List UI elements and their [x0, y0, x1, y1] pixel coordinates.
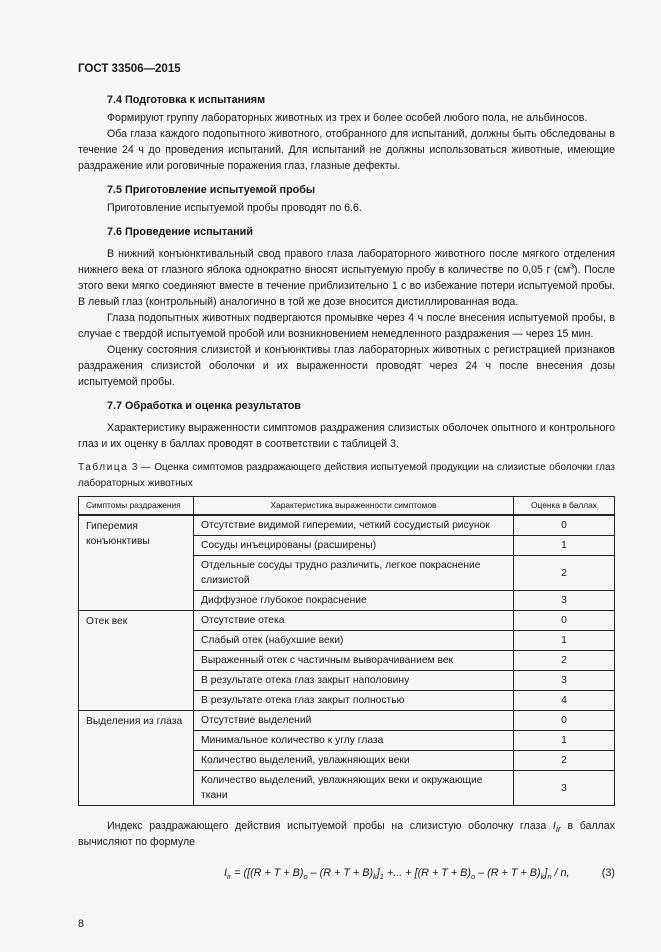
- text: В нижний конъюнктивальный свод правого глаза лабораторного животного после мягкого отделения нижнего века от глазного яблока однократно вносят испытуемую пробу в количестве по 0,05 г (см: [78, 248, 615, 276]
- table-3: [78, 496, 615, 806]
- section-title: 7.6 Проведение испытаний: [107, 226, 253, 238]
- score-cell: 0: [514, 515, 615, 536]
- formula-subscript: ir: [227, 872, 232, 882]
- text: в баллах вычисляют по формуле: [78, 820, 615, 848]
- table-caption: [78, 460, 615, 492]
- formula-term: I: [224, 867, 227, 879]
- formula-term: = ([(R + T + B): [231, 867, 304, 879]
- description-cell: Сосуды инъецированы (расширены): [194, 536, 514, 556]
- formula-subscript: k: [373, 872, 377, 882]
- page-number: 8: [78, 918, 84, 930]
- formula-term: +... + [(R + T + B): [383, 867, 471, 879]
- formula-term: ]: [544, 867, 548, 879]
- formula-term: ]: [376, 867, 380, 879]
- document-header: ГОСТ 33506—2015: [78, 63, 181, 75]
- description-cell: Слабый отек (набухшие веки): [194, 631, 514, 651]
- score-cell: 0: [514, 611, 615, 631]
- formula-term: / n,: [551, 867, 570, 879]
- description-cell: Диффузное глубокое покраснение: [194, 591, 514, 611]
- section-7-7: [78, 398, 615, 452]
- formula-term: – (R + T + B): [307, 867, 374, 879]
- formula-subscript: 1: [379, 872, 384, 882]
- section-title: 7.7 Обработка и оценка результатов: [107, 400, 301, 412]
- column-header: Оценка в баллах: [514, 497, 615, 516]
- score-cell: 1: [514, 631, 615, 651]
- table-row: [79, 711, 615, 731]
- paragraph: [78, 818, 615, 850]
- section-title: 7.5 Приготовление испытуемой пробы: [107, 184, 316, 196]
- formula-subscript: k: [540, 872, 545, 882]
- text: Индекс раздражающего действия испытуемой пробы на слизистую оболочку глаза: [107, 820, 553, 832]
- score-cell: 1: [514, 536, 615, 556]
- score-cell: 3: [514, 591, 615, 611]
- paragraph: Приготовление испытуемой пробы проводят по 6.6.: [107, 202, 362, 214]
- description-cell: Отсутствие отека: [194, 611, 514, 631]
- score-cell: 2: [514, 751, 615, 771]
- score-cell: 0: [514, 711, 615, 731]
- description-cell: Отсутствие видимой гиперемии, четкий сосудистый рисунок: [194, 515, 514, 536]
- description-cell: Количество выделений, увлажняющих веки: [194, 751, 514, 771]
- formula-intro: [78, 818, 615, 850]
- section-title: 7.4 Подготовка к испытаниям: [107, 94, 266, 106]
- paragraph: Оба глаза каждого подопытного животного, отобранного для испытаний, должны быть обследованы в течение 24 ч до проведения испытаний. Для испытаний не должны использоваться животные, имеющие раздражение или роговичные поражения глаз, глазные дефекты.: [78, 128, 615, 172]
- description-cell: В результате отека глаз закрыт наполовину: [194, 671, 514, 691]
- description-cell: Отдельные сосуды трудно различить, легкое покраснение слизистой: [194, 556, 514, 591]
- section-7-6: [78, 224, 615, 390]
- caption-label: Таблица: [78, 462, 129, 473]
- formula-subscript: o: [303, 872, 308, 882]
- variable-subscript: ir: [555, 824, 561, 835]
- formula-term: – (R + T + B): [475, 867, 541, 879]
- formula-subscript: o: [470, 872, 476, 882]
- section-7-5: [78, 182, 615, 216]
- variable: I: [552, 820, 556, 832]
- table-row: [79, 611, 615, 631]
- table-row: [79, 515, 615, 536]
- text: ). После этого веки мягко соединяют вместе в течение приблизительно 1 с во избежание потери испытуемой пробы. В левый глаз (контрольный) аналогично в той же дозе вносится дистиллированная вода.: [78, 264, 616, 308]
- score-cell: 4: [514, 691, 615, 711]
- description-cell: В результате отека глаз закрыт полностью: [194, 691, 514, 711]
- symptom-cell: Выделения из глаза: [79, 711, 194, 806]
- formula-number: (3): [601, 867, 615, 879]
- section-7-4: [78, 92, 615, 174]
- score-cell: 2: [514, 556, 615, 591]
- document-page: [78, 0, 615, 952]
- symptom-cell: Отек век: [79, 611, 194, 711]
- score-cell: 2: [514, 651, 615, 671]
- caption-text: 3 — Оценка симптомов раздражающего действия испытуемой продукции на слизистые оболочки глаз лабораторных животных: [78, 462, 615, 489]
- score-cell: 1: [514, 731, 615, 751]
- formula-expression: [78, 864, 570, 882]
- paragraph: Характеристику выраженности симптомов раздражения слизистых оболочек опытного и контрольного глаз и их оценку в баллах проводят в соответствии с таблицей 3.: [78, 422, 615, 450]
- paragraph: Формируют группу лабораторных животных из трех и более особей любого пола, не альбиносов.: [107, 112, 588, 124]
- description-cell: Минимальное количество к углу глаза: [194, 731, 514, 751]
- description-cell: Отсутствие выделений: [194, 711, 514, 731]
- paragraph: Оценку состояния слизистой и конъюнктивы глаз лабораторных животных с регистрацией признаков раздражения слизистой оболочки и их выраженности проводят через 24 ч после внесения дозы испытуемой пробы.: [78, 344, 615, 388]
- description-cell: Выраженный отек с частичным выворачиванием век: [194, 651, 514, 671]
- paragraph: [78, 246, 615, 310]
- superscript: 3: [570, 263, 575, 271]
- column-header: Симптомы раздражения: [79, 497, 194, 516]
- score-cell: 3: [514, 771, 615, 806]
- description-cell: Количество выделений, увлажняющих веки и окружающие ткани: [194, 771, 514, 806]
- formula-3: [78, 864, 615, 882]
- symptoms-table: [78, 496, 615, 806]
- paragraph: Глаза подопытных животных подвергаются промывке через 4 ч после внесения испытуемой пробы, в случае с твердой испытуемой пробой или возникновением немедленного раздражения — через 15 мин.: [78, 312, 615, 340]
- score-cell: 3: [514, 671, 615, 691]
- symptom-cell: Гиперемия конъюнктивы: [79, 515, 194, 611]
- column-header: Характеристика выраженности симптомов: [194, 497, 514, 516]
- formula-subscript: n: [547, 872, 552, 882]
